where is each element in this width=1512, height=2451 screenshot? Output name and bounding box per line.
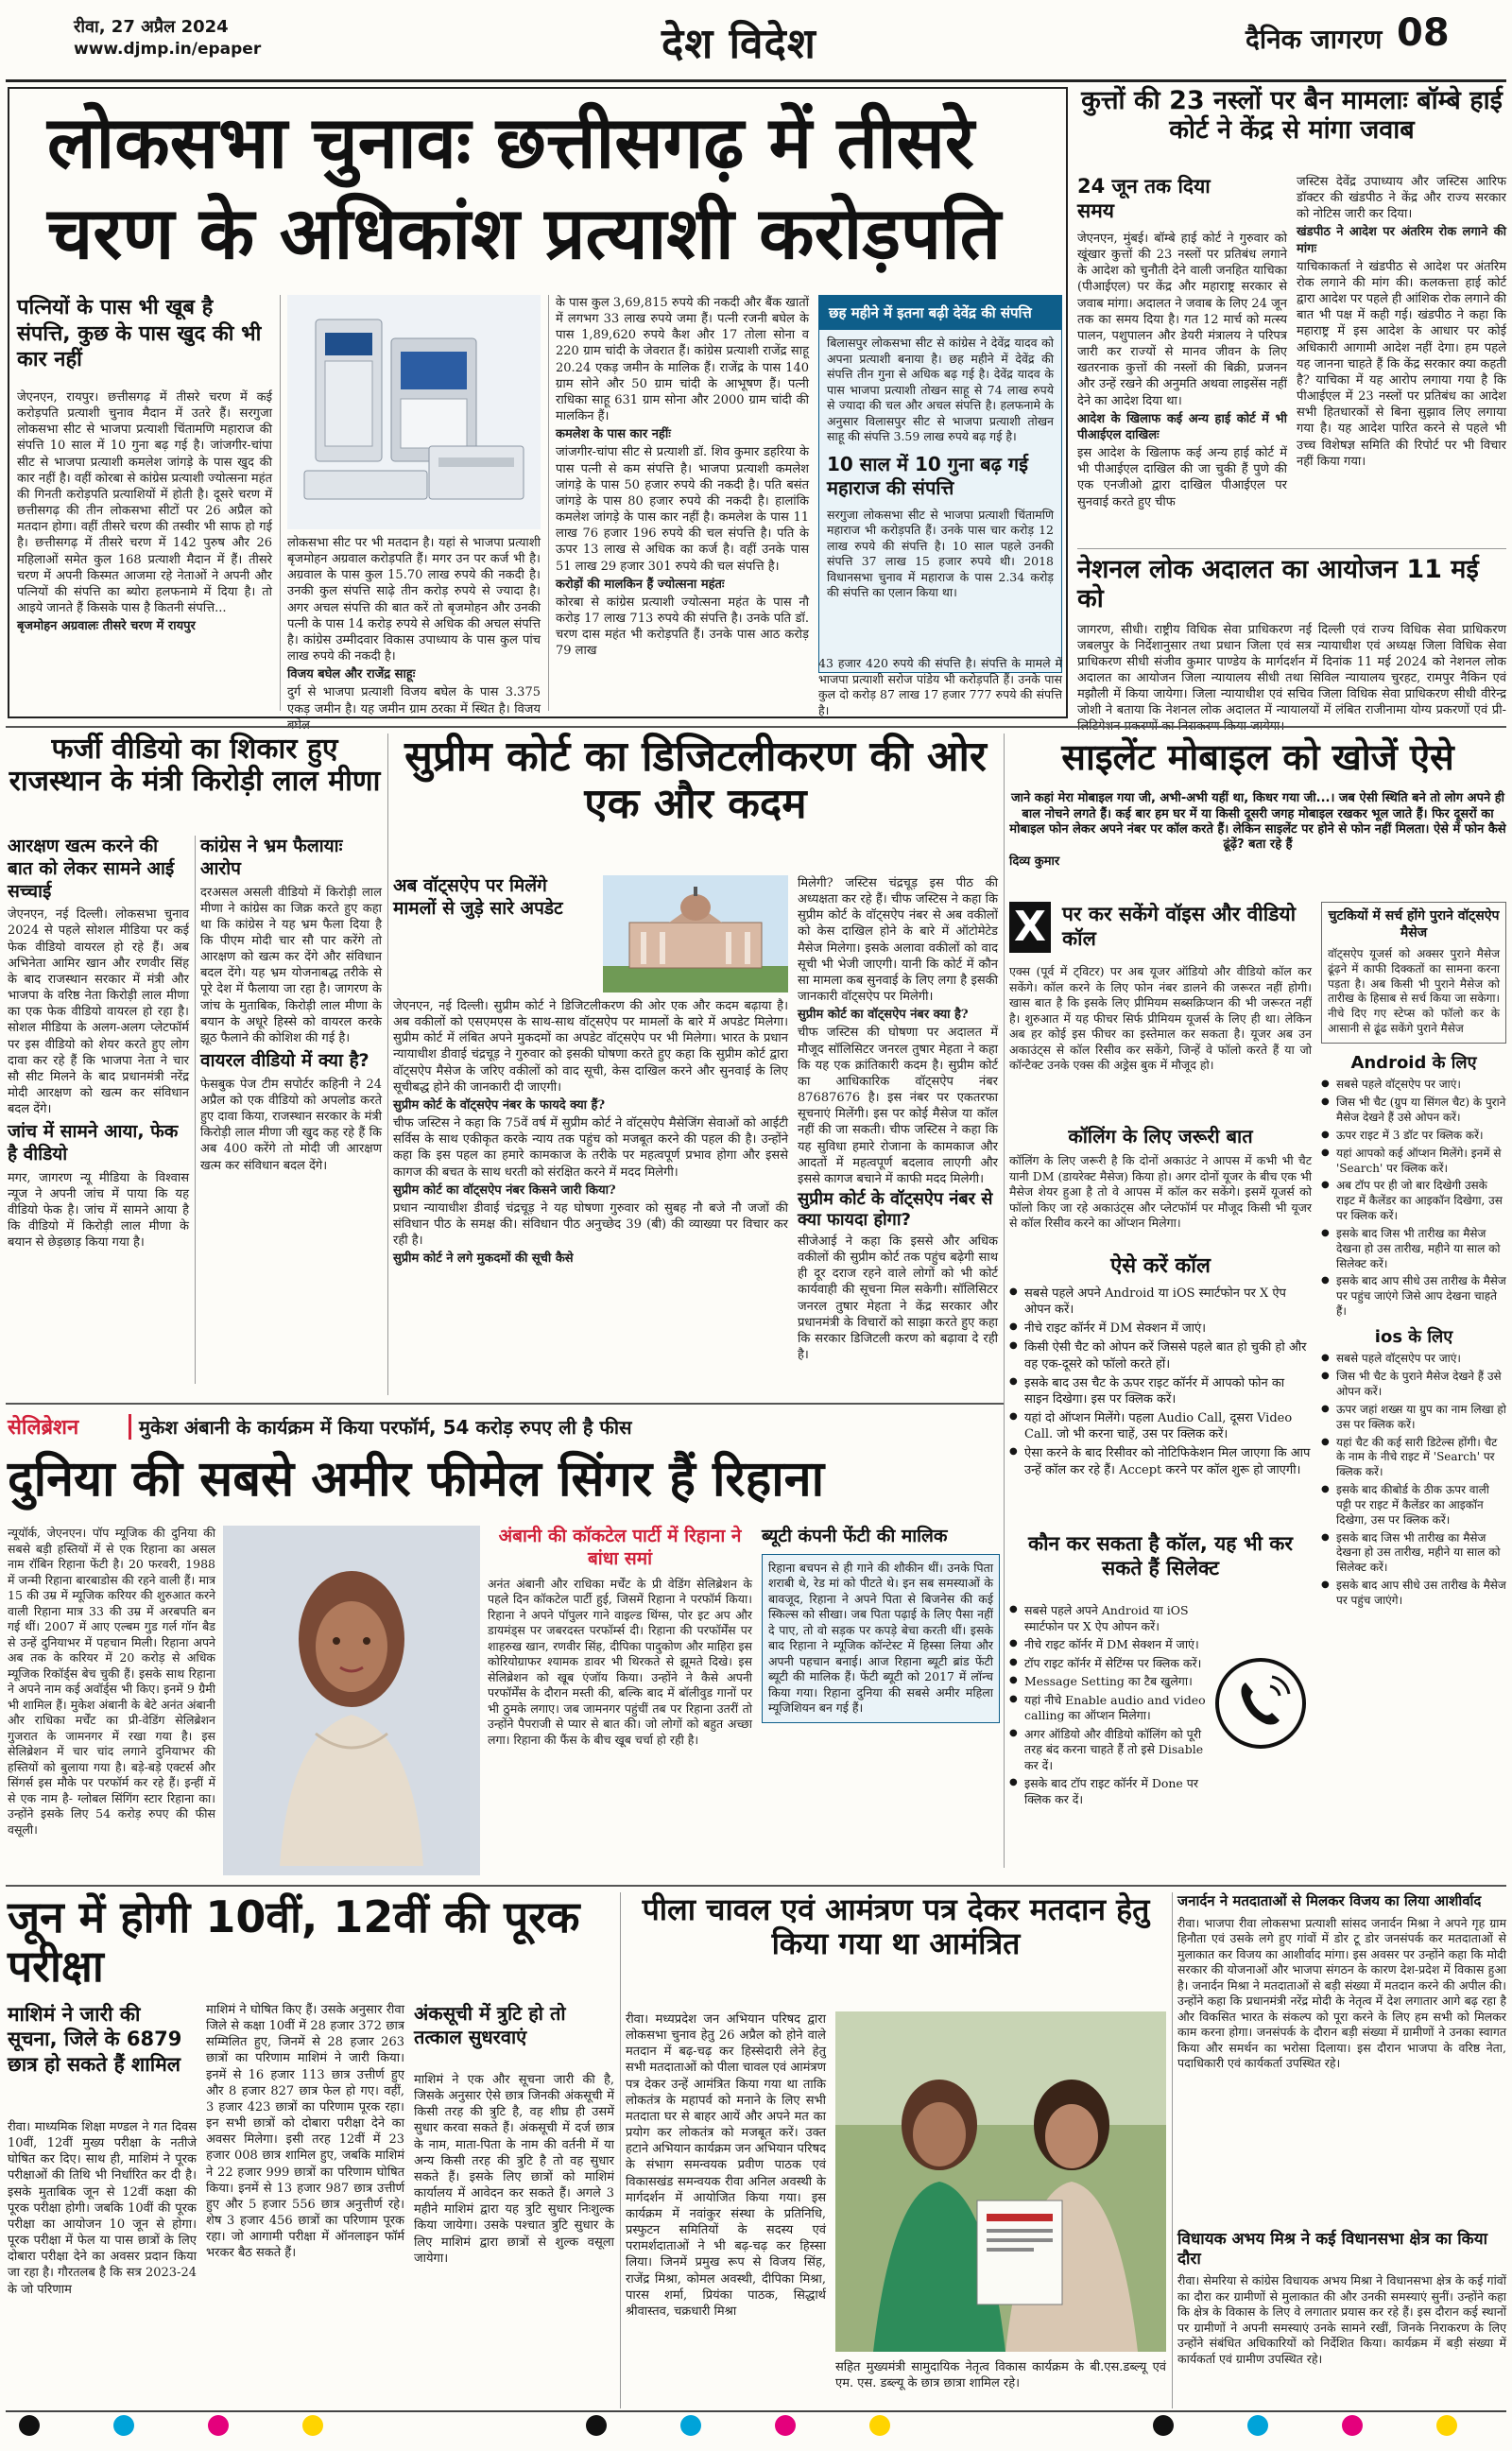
rice-caption: सहित मुख्यमंत्री सामुदायिक नेतृत्व विकास कार्यक्रम के बी.एस.डब्ल्यू एवं एम. एस. डब्ल्यू के छात्र छात्रा शामिल रहे। bbox=[835, 2360, 1166, 2391]
celeb-headline: दुनिया की सबसे अमीर फीमेल सिंगर हैं रिहाना bbox=[8, 1451, 825, 1508]
how-item: ● इसके बाद उस चैट के ऊपर राइट कॉर्नर में आपको फोन का साइन दिखेगा। इस पर क्लिक करें। bbox=[1009, 1375, 1312, 1407]
col-divider-sc-mobile bbox=[1004, 734, 1005, 1868]
janardan-text-2: रीवा। सेमरिया से कांग्रेस विधायक अभय मिश्रा ने विधानसभा क्षेत्र के कई गांवों का दौरा कर ग्रामीणों से मुलाकात की और उनकी समस्याएं सुनीं। उन्होंने कहा कि क्षेत्र के विकास के लिए वे लगातार प्रयास कर रहे हैं। इस दौरान कई स्थानों पर ग्रामीणों ने अपनी समस्याएं उनके सामने रखीं, जिनके निराकरण के लिए उन्होंने संबंधित अधिकारियों को निर्देशित किया। कार्यक्रम में बड़ी संख्या में कार्यकर्ता एवं ग्रामीण उपस्थित रहे। bbox=[1177, 2273, 1506, 2366]
sc-col-2-text: मिलेगी? जस्टिस चंद्रचूड़ इस पीठ की अध्यक्षता कर रहे हैं। चीफ जस्टिस ने कहा कि सुप्रीम कोर्ट के वॉट्सऐप नंबर से अब वकीलों को केस दाखिल होने के बारे में ऑटोमेटेड मैसेज मिलेगा। इसके अलावा वकीलों को वाद सूची भी भेजी जाएगी। यानी कि कोर्ट में कौन सा मामला कब सुनवाई के लिए लगा है इसकी जानकारी वॉट्सऐप पर मिलेगी। bbox=[798, 876, 998, 1005]
how-item: ● सबसे पहले अपने Android या iOS स्मार्टफोन पर X ऐप ओपन करें। bbox=[1009, 1286, 1312, 1318]
exam-col-3: माशिमं ने एक और सूचना जारी की है, जिसके अनुसार ऐसे छात्र जिनकी अंकसूची में किसी तरह की त्रुटि है, वह शीघ्र ही उसमें सुधार करवा सकते हैं। अंकसूची में दर्ज छात्र के नाम, माता-पिता के नाम की वर्तनी में या अन्य किसी तरह की त्रुटि है तो वह सुधार सकते हैं। इसके लिए छात्रों को माशिमं कार्यालय में आवेदन कर सकते हैं। अगले 3 महीने माशिमं द्वारा यह त्रुटि सुधार निःशुल्क किया जायेगा। उसके पश्चात त्रुटि सुधार के लिए माशिमं द्वारा छात्रों से शुल्क वसूला जायेगा। bbox=[414, 2073, 614, 2266]
mobile-story bbox=[1009, 734, 1506, 1873]
sc-sub-2: सुप्रीम कोर्ट के वॉट्सऐप नंबर के फायदे क्या हैं? bbox=[393, 1097, 606, 1113]
who-item: ● नीचे राइट कॉर्नर में DM सेक्शन में जाएं। bbox=[1009, 1637, 1208, 1653]
dogs-col-2-text: जस्टिस देवेंद्र उपाध्याय और जस्टिस आरिफ डॉक्टर की खंडपीठ ने केंद्र और राज्य सरकार को नोटिस जारी कर दिया। bbox=[1297, 175, 1506, 222]
lok-adalat-story bbox=[1077, 556, 1506, 718]
whatsapp-search-title: चुटकियों में सर्च होंगे पुराने वॉट्सऐप मैसेज bbox=[1328, 908, 1500, 941]
android-item: ● जिस भी चैट (ग्रुप या सिंगल चैट) के पुराने मैसेज देखने हैं उसे ओपन करें। bbox=[1321, 1096, 1506, 1126]
exam-subhead: माशिमं ने जारी की सूचना, जिले के 6879 छात्र हो सकते हैं शामिल bbox=[8, 2003, 182, 2076]
dogs-col-2 bbox=[1297, 174, 1506, 543]
rice-headline: पीला चावल एवं आमंत्रण पत्र देकर मतदान हेतु किया गया था आमंत्रित bbox=[642, 1891, 1150, 1962]
celeb-col-2-title: अंबानी की कॉकटेल पार्टी में रिहाना ने बांधा समां bbox=[498, 1526, 742, 1569]
devendra-box-sub: 10 साल में 10 गुना बढ़ गई महाराज की संपत्ति bbox=[827, 452, 1028, 499]
calling-title: कॉलिंग के लिए जरूरी बात bbox=[1068, 1125, 1253, 1148]
rajasthan-col-1-text: जेएनएन, नई दिल्ली। लोकसभा चुनाव 2024 से पहले सोशल मीडिया पर कई फेक वीडियो वायरल हो रहे हैं। अब अभिनेता आमिर खान और रणवीर सिंह के बाद राजस्थान सरकार में मंत्री और भाजपा के वरिष्ठ नेता किरोड़ी लाल मीणा का एक फेक वीडियो वायरल हो रहा है। सोशल मीडिया के अलग-अलग प्लेटफॉर्म पर इस वीडियो को शेयर करते हुए लोग दावा कर रहे हैं कि भाजपा नेता ने चार सौ सीट मिलने के बाद प्रधानमंत्री नरेंद्र मोदी आरक्षण को खत्म कर संविधान बदल देंगे। bbox=[8, 907, 189, 1117]
celeb-col-3-text: रिहाना बचपन से ही गाने की शौकीन थीं। उनके पिता शराबी थे, रेड मां को पीटते थे। इन सब समस्याओं के बावजूद, रिहाना ने अपने पिता से बिजनेस की कई स्किल्स को सीखा। जब पिता पढ़ाई के लिए पैसा नहीं दे पाए, तो वो सड़क पर कपड़े बेचा करती थीं। इसके बाद रिहाना ने म्यूजिक कॉन्टेस्ट में हिस्सा लिया और अपनी पहचान बनाई। आज रिहाना ब्यूटी ब्रांड फेंटी ब्यूटी की मालिक हैं। फेंटी ब्यूटी को 2017 में लॉन्च किया गया। रिहाना दुनिया की सबसे अमीर महिला म्यूजिशियन बन गई हैं। bbox=[762, 1554, 1000, 1723]
page-number: 08 bbox=[1397, 11, 1450, 55]
sc-headline: सुप्रीम कोर्ट का डिजिटलीकरण की ओर एक और कदम bbox=[404, 733, 987, 829]
rice-text: रीवा। मध्यप्रदेश जन अभियान परिषद द्वारा लोकसभा चुनाव हेतु 26 अप्रैल को होने वाले मतदान में बढ़-चढ़ कर हिस्सेदारी लेने हेतु सभी मतदाताओं को पीला चावल एवं आमंत्रण पत्र देकर उन्हें आमंत्रित किया गया था ताकि लोकतंत्र के महापर्व को मनाने के लिए सभी मतदाता घर से बाहर आयें और अपने मत का प्रयोग कर लोकतंत्र को मजबूत करें। उक्त हटाने अभियान कार्यक्रम जन अभियान परिषद के संभाग समन्वयक प्रवीण पाठक एवं विकासखंड समन्वयक रीवा अनिल अवस्थी के मार्गदर्शन में आयोजित किया गया। इस कार्यक्रम में नवांकुर संस्था के प्रतिनिधि, प्रस्फुटन समितियों के सदस्य एवं परामर्शदाताओं ने भी बढ़-चढ़ कर हिस्सा लिया। जिनमें प्रमुख रूप से विजय सिंह, राजेंद्र मिश्रा, कोमल अवस्थी, दीपिका मिश्रा, पारस शर्मा, प्रियंका पाठक, सिद्धार्थ श्रीवास्तव, चक्रधारी मिश्रा bbox=[626, 2012, 826, 2319]
lead-col-2-text: लोकसभा सीट पर भी मतदान है। यहां से भाजपा प्रत्याशी बृजमोहन अग्रवाल करोड़पति हैं। मगर उन पर कर्ज भी है। अग्रवाल के पास कुल 15.70 लाख रुपये की नकदी है। उनकी कुल संपत्ति साढ़े तीन करोड़ रुपये से ज्यादा है। अगर अचल संपत्ति की बात करें तो बृजमोहन और उनकी पत्नी के पास 14 करोड़ रुपये से अधिक की अचल संपत्ति है। कांग्रेस उम्मीदवार विकास उपाध्याय के पास कुल पांच लाख रुपये की नकदी है। bbox=[287, 536, 541, 665]
who-item: ● टॉप राइट कॉर्नर में सेटिंग्स पर क्लिक करें। bbox=[1009, 1656, 1208, 1672]
whatsapp-search-section bbox=[1321, 902, 1506, 1875]
masthead-rule bbox=[6, 79, 1506, 82]
col-divider-rajasthan-sc bbox=[387, 734, 388, 1395]
lead-col-2-sub: विजय बघेल और राजेंद्र साहूः bbox=[287, 667, 416, 682]
rajasthan-story bbox=[8, 734, 382, 1395]
ios-item: ● इसके बाद आप सीधे उस तारीख के मैसेज पर पहुंच जाएंगे। bbox=[1321, 1579, 1506, 1609]
lead-col-2 bbox=[287, 535, 541, 716]
x-call-text: एक्स (पूर्व में ट्विटर) पर अब यूजर ऑडियो और वीडियो कॉल कर सकेंगे। कॉल करने के लिए फोन नंबर डालने की जरूरत नहीं होगी। खास बात है कि इसके लिए प्रीमियम सब्सक्रिप्शन की भी जरूरत नहीं है। शुरुआत में यह फीचर सिर्फ प्रीमियम यूजर्स के लिए ही था। लेकिन अब हर कोई इस फीचर का इस्तेमाल कर सकता है। यूजर अब उन अकाउंट्स से कॉल रिसीव कर सकेंगे, जिन्हें वे फॉलो करते हैं या जो कॉन्टैक्ट उनके एक्स की अड्रेस बुक में मौजूद हो। bbox=[1009, 964, 1312, 1072]
registration-mark-icon bbox=[302, 2415, 323, 2436]
rihanna-photo bbox=[223, 1526, 480, 1875]
sc-col-1b: चीफ जस्टिस ने कहा कि 75वें वर्ष में सुप्रीम कोर्ट ने वॉट्सऐप मैसेजिंग सेवाओं को आईटी सर्विस के साथ एकीकृत करके न्याय तक पहुंच को मजबूत करने की पहल की है। उन्होंने कहा कि इस पहल का हमारे कामकाज के तरीके पर महत्वपूर्ण प्रभाव होगा और इससे कागज की बचत के साथ धरती को संरक्षित करने में मदद मिलेगी। bbox=[393, 1116, 788, 1180]
lead-story bbox=[8, 87, 1068, 718]
who-item: ● सबसे पहले अपने Android या iOS स्मार्टफोन पर X ऐप ओपन करें। bbox=[1009, 1603, 1208, 1634]
ios-item: ● इसके बाद जिस भी तारीख का मैसेज देखना हो उस तारीख, महीने या साल को सिलेक्ट करें। bbox=[1321, 1531, 1506, 1576]
celeb-col-3 bbox=[762, 1526, 1000, 1875]
mobile-headline: साइलेंट मोबाइल को खोजें ऐसे bbox=[1061, 736, 1454, 778]
rice-photo bbox=[835, 2011, 1166, 2352]
dogs-col-2-tail: याचिकाकर्ता ने खंडपीठ से आदेश पर अंतरिम रोक लगाने की मांग की। कलकत्ता हाई कोर्ट द्वारा आदेश पर पहले ही आंशिक रोक लगाने की बात भी पक्ष में कही गई। खंडपीठ ने कहा कि महाराष्ट्र में इस आदेश के आधार पर कोई अधिकारी आगामी आदेश नहीं देगा। हम पहले यह जानना चाहते हैं कि केंद्र सरकार क्या कहती है? याचिका में यह आरोप लगाया गया है कि पीआईएल में 23 नस्लों पर प्रतिबंध का आदेश सभी हितधारकों से बिना सुझाव लिए लगाया गया है। यह आदेश पारित करने से पहले भी उच्च विशेषज्ञ समिति की रिपोर्ट पर भी विचार नहीं किया गया। bbox=[1297, 259, 1506, 469]
exam-col-2: माशिमं ने घोषित किए हैं। उसके अनुसार रीवा जिले से कक्षा 10वीं में 28 हजार 372 छात्र सम्मिलित हुए, जिनमें से 28 हजार 263 छात्रों का परिणाम माशिमं ने जारी किया। इनमें से 16 हजार 113 छात्र उत्तीर्ण हुए और 8 हजार 827 छात्र फेल हो गए। वहीं, 3 हजार 423 छात्रों का परिणाम पूरक रहा। इन सभी छात्रों को दोबारा परीक्षा देने का अवसर मिलेगा। इसी तरह 12वीं में 23 हजार 008 छात्र शामिल हुए, जबकि माशिमं ने 22 हजार 999 छात्रों का परिणाम घोषित किया। इनमें से 13 हजार 987 छात्र उत्तीर्ण हुए और 5 हजार 556 छात्र अनुत्तीर्ण रहे। शेष 3 हजार 456 छात्रों का परिणाम पूरक रहा। जो आगामी परीक्षा में ऑनलाइन फॉर्म भरकर बैठ सकते हैं। bbox=[206, 2003, 404, 2261]
rajasthan-col-2 bbox=[200, 836, 382, 1393]
exam-subhead-2: अंकसूची में त्रुटि हो तो तत्काल सुधरवाएं bbox=[414, 2002, 566, 2048]
who-title: कौन कर सकता है कॉल, यह भी कर सकते हैं सिलेक्ट bbox=[1027, 1532, 1294, 1580]
row-1-rule bbox=[6, 726, 1506, 728]
android-list bbox=[1321, 1078, 1506, 1319]
rajasthan-sub-2: जांच में सामने आया, फेक है वीडियो bbox=[8, 1121, 179, 1165]
sc-col-1 bbox=[393, 998, 788, 1395]
who-item: ● अगर ऑडियो और वीडियो कॉलिंग को पूरी तरह बंद करना चाहते हैं तो इसे Disable कर दें। bbox=[1009, 1727, 1208, 1774]
paper-name: दैनिक जागरण bbox=[1246, 24, 1383, 55]
who-item: ● Message Setting का टैब खुलेगा। bbox=[1009, 1674, 1208, 1690]
devendra-box-text: बिलासपुर लोकसभा सीट से कांग्रेस ने देवेंद्र यादव को अपना प्रत्याशी बनाया है। छह महीने में देवेंद्र की संपत्ति तीन गुना से अधिक बढ़ गई है। देवेंद्र यादव के पास भाजपा प्रत्याशी तोखन साहू से 74 लाख रुपये से ज्यादा की चल और अचल संपत्ति है। हलफनामे के अनुसार विलासपुर सीट से भाजपा प्रत्याशी तोखन साहू की संपत्ति 3.59 लाख रुपये बढ़ गई है। bbox=[827, 336, 1054, 443]
registration-mark-icon bbox=[1247, 2415, 1268, 2436]
ios-list bbox=[1321, 1352, 1506, 1608]
x-call-section bbox=[1009, 902, 1312, 1875]
celeb-col-2-text: अनंत अंबानी और राधिका मर्चेंट के प्री वेडिंग सेलिब्रेशन के पहले दिन कॉकटेल पार्टी हुई, जिसमें रिहाना ने परफॉर्म किया। रिहाना ने अपने पॉपुलर गाने वाइल्ड थिंग्स, पोर इट अप और डायमंड्स पर जबरदस्त परफॉर्म्स दी। रिहाना की परफॉर्मेंस पर शाहरुख खान, रणवीर सिंह, दीपिका पादुकोण और माहिरा इस कोरियोग्राफर श्यामक डावर भी थिरकते से झूमते दिखे। इस सेलिब्रेशन को खूब एंजॉय किया। उन्होंने ने कैसे अपनी परफॉर्मेंस के दौरान मस्ती की, बल्कि बाद में बॉलीवुड गानों पर भी ठुमके लगाए। जब जामनगर पहुंचीं तब पर रिहाना उतरीं तो उन्होंने पैपराजी से प्यार से बात की। जो लोगों को बहुत अच्छा लगा। रिहाना की फैंस के बीच खूब चर्चा हो रही है। bbox=[488, 1576, 752, 1747]
dogs-col-1 bbox=[1077, 231, 1287, 543]
rajasthan-sub-4: वायरल वीडियो में क्या है? bbox=[200, 1050, 369, 1072]
android-title: Android के लिए bbox=[1350, 1052, 1477, 1073]
dogs-col-1-tail: इस आदेश के खिलाफ कई अन्य हाई कोर्ट में भी पीआईएल दाखिल की जा चुकी हैं पुणे की एक एनजीओ द्वारा दाखिल पीआईएल पर सुनवाई करते हुए चीफ bbox=[1077, 446, 1287, 509]
celeb-col-2 bbox=[488, 1526, 752, 1875]
registration-mark-icon bbox=[586, 2415, 607, 2436]
dogs-rule bbox=[1077, 548, 1506, 549]
how-item: ● यहां दो ऑप्शन मिलेंगे। पहला Audio Call, दूसरा Video Call. जो भी करना चाहें, उस पर क्लिक करें। bbox=[1009, 1410, 1312, 1442]
janardan-headline: जनार्दन ने मतदाताओं से मिलकर विजय का लिया आशीर्वाद bbox=[1177, 1892, 1482, 1909]
row-3-rule bbox=[6, 1885, 1506, 1887]
android-item: ● सबसे पहले वॉट्सऐप पर जाएं। bbox=[1321, 1078, 1506, 1093]
lead-headline-2: चरण के अधिकांश प्रत्याशी करोड़पति bbox=[47, 191, 1002, 275]
lead-col-3 bbox=[556, 295, 809, 713]
rajasthan-col-1-tail: मगर, जागरण न्यू मीडिया के विश्वास न्यूज ने अपनी जांच में पाया कि यह वीडियो फेक है। जांच में सामने आया है कि वीडियो में किरोड़ी लाल मीणा के बयान से छेड़छाड़ किया गया है। bbox=[8, 1170, 189, 1251]
android-item: ● यहां आपको कई ऑप्शन मिलेंगे। इनमें से 'Search' पर क्लिक करें। bbox=[1321, 1147, 1506, 1177]
lead-col-3-tail: जांजगीर-चांपा सीट से प्रत्याशी डॉ. शिव कुमार डहरिया के पास पत्नी से कम संपत्ति है। भाजपा प्रत्याशी कमलेश जांगड़े के पास 50 हजार रुपये की नकदी है। पति बसंत जांगड़े के पास 80 हजार रुपये की नकदी है। हालांकि कमलेश जांगड़े के पास कार नहीं है। कमलेश के पास 11 लाख 76 हजार 196 रुपये की चल संपत्ति है। पति के ऊपर 13 लाख से अधिक का कर्ज है। वहीं उनके पास 51 लाख 29 हजार 301 रुपये की चल संपत्ति है। bbox=[556, 445, 809, 574]
who-item: ● इसके बाद टॉप राइट कॉर्नर में Done पर क्लिक कर दें। bbox=[1009, 1776, 1208, 1807]
lead-subhead: पत्नियों के पास भी खूब है संपत्ति, कुछ के पास खुद की भी कार नहीं bbox=[17, 296, 262, 371]
ios-item: ● यहां चैट की कई सारी डिटेल्स होंगी। चैट के नाम के नीचे राइट में 'Search' पर क्लिक करें। bbox=[1321, 1436, 1506, 1480]
whatsapp-box bbox=[1321, 902, 1506, 1044]
x-logo-icon: X bbox=[1009, 902, 1051, 953]
phone-icon bbox=[1215, 1658, 1306, 1749]
sc-subhead: अब वॉट्सऐप पर मिलेंगे मामलों से जुड़े सारे अपडेट bbox=[393, 875, 563, 919]
exam-story bbox=[8, 1892, 614, 2408]
lead-col-2-tail: दुर्ग से भाजपा प्रत्याशी विजय बघेल के पास 3.375 एकड़ जमीन है। यह जमीन ग्राम ठरका में स्थित है। विजय bbox=[287, 685, 541, 716]
x-call-title: पर कर सकेंगे वॉइस और वीडियो कॉल bbox=[1062, 903, 1297, 951]
janardan-headline-2: विधायक अभय मिश्र ने कई विधानसभा क्षेत्र का किया दौरा bbox=[1177, 2229, 1487, 2269]
celeb-rule bbox=[6, 1403, 1004, 1405]
mobile-byline: दिव्य कुमार bbox=[1009, 854, 1060, 870]
rice-story bbox=[626, 1892, 1166, 2408]
dogs-col-2-sub: खंडपीठ ने आदेश पर अंतरिम रोक लगाने की मांगः bbox=[1297, 225, 1506, 256]
sc-sub-6: सुप्रीम कोर्ट के वॉट्सऐप नंबर से क्या फायदा होगा? bbox=[798, 1188, 993, 1231]
janardan-story bbox=[1177, 1892, 1506, 2408]
registration-mark-icon bbox=[19, 2415, 40, 2436]
dogs-headline: कुत्तों की 23 नस्लों पर बैन मामलाः बॉम्बे हाई कोर्ट ने केंद्र से मांगा जवाब bbox=[1081, 86, 1503, 145]
registration-mark-icon bbox=[1153, 2415, 1174, 2436]
lead-col-1 bbox=[17, 389, 272, 713]
sc-col-1c: प्रधान न्यायाधीश डीवाई चंद्रचूड़ ने यह घोषणा गुरुवार को सुबह नौ बजे नौ जजों की संविधान पीठ के समक्ष की। संविधान पीठ अनुच्छेद 39 (बी) की व्याख्या पर विचार कर रही है। bbox=[393, 1200, 788, 1249]
how-list bbox=[1009, 1286, 1312, 1481]
rajasthan-sub-1: आरक्षण खत्म करने की बात को लेकर सामने आई सच्चाई bbox=[8, 836, 175, 902]
lead-box-tail: 43 हजार 420 रुपये की संपत्ति है। संपत्ति के मामले में भाजपा प्रत्याशी सरोज पांडेय भी करोड़पति हैं। उनके पास कुल दो करोड़ 87 लाख 17 हजार 777 रुपये की संपत्ति है। bbox=[818, 656, 1062, 717]
lok-adalat-text: जागरण, सीधी। राष्ट्रीय विधिक सेवा प्राधिकरण नई दिल्ली एवं राज्य विधिक सेवा प्राधिकरण जबलपुर के निर्देशानुसार तथा प्रधान जिला एवं सत्र न्यायाधीश एवं अध्यक्ष जिला विधिक सेवा प्राधिकरण सीधी संजीव कुमार पाण्डेय के मार्गदर्शन में दिनांक 11 मई 2024 को नेशनल लोक अदालत का आयोजन जिला न्यायालय सीधी तथा सिविल न्यायालय चुरहट, रामपुर नैकिन एवं मझौली में किया जायेगा। जिला न्यायाधीश एवं सचिव जिला विधिक सेवा प्राधिकरण सीधी वीरेन्द्र जोशी ने बताया कि नेशनल लोक अदालत में न्यायालयों में लंबित राजीनामा योग्य प्रकरणों एवं प्री- bbox=[1077, 622, 1506, 718]
col-divider-exam-rice bbox=[620, 1892, 621, 2408]
evm-photo bbox=[287, 295, 541, 529]
celeb-kicker: मुकेश अंबानी के कार्यक्रम में किया परफॉर्म, 54 करोड़ रुपए ली है फीस bbox=[129, 1414, 998, 1440]
sc-col-2b: चीफ जस्टिस की घोषणा पर अदालत में मौजूद सॉलिसिटर जनरल तुषार मेहता ने कहा कि यह एक क्रांतिकारी कदम है। सुप्रीम कोर्ट का आधिकारिक वॉट्सऐप नंबर 87687676 है। इस नंबर पर एकतरफा सूचनाएं मिलेंगी। इस पर कोई मैसेज या कॉल नहीं की जा सकती। चीफ जस्टिस ने कहा कि यह सुविधा हमारे रोजाना के कामकाज और आदतों में महत्वपूर्ण बदलाव लाएगी और इससे कागज बचाने में काफी मदद मिलेगी। bbox=[798, 1026, 998, 1186]
dogs-story bbox=[1077, 87, 1506, 541]
mobile-intro: जाने कहां मेरा मोबाइल गया जी, अभी-अभी यहीं था, किधर गया जी...। जब ऐसी स्थिति बने तो लोग अपने ही बाल नोचने लगते हैं। कई बार हम घर में या किसी दूसरी जगह मोबाइल रखकर भूल जाते हैं। फिर दूसरों का मोबाइल फोन लेकर अपने नंबर पर कॉल करते हैं। लेकिन साइलेंट पर होने से फोन नहीं मिलता। ऐसे में फोन कैसे ढूंढ़ें? बता रहे हैं bbox=[1009, 791, 1506, 853]
how-item: ● किसी ऐसी चैट को ओपन करें जिससे पहले बात हो चुकी हो और वह एक-दूसरे को फॉलो करते हों। bbox=[1009, 1339, 1312, 1372]
lead-divider-1 bbox=[280, 295, 281, 711]
janardan-text: रीवा। भाजपा रीवा लोकसभा प्रत्याशी सांसद जनार्दन मिश्रा ने अपने गृह ग्राम हिनौता एवं उसके लगे हुए गांवों में डोर टू डोर जनसंपर्क कर मतदाताओं से मुलाकात कर विजय का आशीर्वाद मांगा। इस अवसर पर उन्होंने कहा कि मोदी सरकार की योजनाओं और भाजपा संगठन के कारण देश-प्रदेश में विकास हुआ है। जनार्दन मिश्रा ने मतदाताओं से बड़ी संख्या में मतदान करने की अपील की। उन्होंने कहा कि प्रधानमंत्री नरेंद्र मोदी के नेतृत्व में देश लगातार आगे बढ़ रहा है और विकसित भारत के संकल्प को पूरा करने के लिए हम सभी को मिलकर काम करना होगा। जनसंपर्क के दौरान बड़ी संख्या में ग्रामीणों ने उनका स्वागत किया और समर्थन का भरोसा दिलाया। इस दौरान भाजपा के वरिष्ठ नेता, पदाधिकारी एवं कार्यकर्ता उपस्थित रहे। bbox=[1177, 1915, 1506, 2071]
whatsapp-search-text: वॉट्सऐप यूजर्स को अक्सर पुराने मैसेज ढूंढ़ने में काफी दिक्कतों का सामना करना पड़ता है। अब किसी भी पुराने मैसेज को तारीख के हिसाब से सर्च किया जा सकेगा। नीचे दिए गए स्टेप्स को फॉलो कर के आसानी से ढूंढ सकेंगे पुराने मैसेज bbox=[1328, 947, 1500, 1036]
ios-item: ● ऊपर जहां शख्स या ग्रुप का नाम लिखा हो उस पर क्लिक करें। bbox=[1321, 1403, 1506, 1433]
rajasthan-col-1 bbox=[8, 836, 189, 1393]
dogs-subhead: 24 जून तक दिया समय bbox=[1077, 175, 1211, 223]
android-item: ● अब टॉप पर ही जो बार दिखेगी उसके राइट में कैलेंडर का आइकॉन दिखेगा, उस पर क्लिक करें। bbox=[1321, 1179, 1506, 1223]
lok-adalat-headline: नेशनल लोक अदालत का आयोजन 11 मई को bbox=[1077, 555, 1479, 613]
lead-col-1-text: जेएनएन, रायपुर। छत्तीसगढ़ में तीसरे चरण में कई करोड़पति प्रत्याशी चुनाव मैदान में उतरे हैं। सरगुजा लोकसभा सीट से भाजपा प्रत्याशी चिंतामणि महाराज की संपत्ति 10 साल में 10 गुना बढ़ गई है। जांजगीर-चांपा सीट से भाजपा प्रत्याशी कमलेश जांगड़े के पास खुद की कार नहीं है। वहीं कोरबा से कांग्रेस प्रत्याशी ज्योत्सना महंत की गिनती करोड़पति प्रत्याशियों में होती है। दूसरे चरण में छत्तीसगढ़ की तीन लोकसभा सीटों पर 26 अप्रैल को मतदान होगा। वहीं तीसरे चरण की तस्वीर भी साफ हो गई है। छत्तीसगढ़ में तीसरे चरण में 142 पुरुष और 26 महिलाओं समेत कुल 168 प्रत्याशी मैदान में हैं। तीसरे चरण में अपनी किस्मत आजमा रहे नेताओं ने अपनी और पत्नियों की संपत्ति का ब्योरा हलफनामे में दिया है। तो आइये जानते हैं किसके पास है कितनी संपत्ति... bbox=[17, 390, 272, 616]
android-item: ● ऊपर राइट में 3 डॉट पर क्लिक करें। bbox=[1321, 1129, 1506, 1144]
section-title: देश विदेश bbox=[662, 20, 816, 68]
footer-rule bbox=[6, 2410, 1506, 2412]
android-item: ● इसके बाद जिस भी तारीख का मैसेज देखना हो उस तारीख, महीने या साल को सिलेक्ट करें। bbox=[1321, 1227, 1506, 1271]
ios-title: ios के लिए bbox=[1374, 1326, 1453, 1347]
lead-col-1-tail: बृजमोहन अग्रवालः तीसरे चरण में रायपुर bbox=[17, 619, 196, 634]
ios-item: ● जिस भी चैट के पुराने मैसेज देखने हैं उसे ओपन करें। bbox=[1321, 1370, 1506, 1400]
ios-item: ● सबसे पहले वॉट्सऐप पर जाएं। bbox=[1321, 1352, 1506, 1367]
rajasthan-sub-3: कांग्रेस ने भ्रम फैलायाः आरोप bbox=[200, 836, 343, 879]
lead-col-3-tail2: कोरबा से कांग्रेस प्रत्याशी ज्योत्सना महंत के पास नौ करोड़ 17 लाख 713 रुपये की संपत्ति है। उनके पति डॉ. चरण दास महंत भी करोड़पति हैं। उनके पास आठ करोड़ 79 लाख bbox=[556, 595, 809, 659]
devendra-box-title: छह महीने में इतना बढ़ी देवेंद्र की संपत्ति bbox=[819, 296, 1061, 330]
registration-mark-icon bbox=[1436, 2415, 1457, 2436]
android-item: ● इसके बाद आप सीधे उस तारीख के मैसेज पर पहुंच जाएंगे जिसे आप देखना चाहते हैं। bbox=[1321, 1274, 1506, 1319]
registration-mark-icon bbox=[869, 2415, 890, 2436]
masthead-date: रीवा, 27 अप्रैल 2024 bbox=[74, 17, 229, 37]
col-divider-rice-janardan bbox=[1172, 1892, 1173, 2408]
registration-mark-icon bbox=[208, 2415, 229, 2436]
lead-headline-1: लोकसभा चुनावः छत्तीसगढ़ में तीसरे bbox=[47, 100, 974, 184]
celeb-col-1: न्यूयॉर्क, जेएनएन। पॉप म्यूजिक की दुनिया की सबसे बड़ी हस्तियों में से एक रिहाना का असल नाम रॉबिन रिहाना फेंटी है। 20 फरवरी, 1988 में जन्मी रिहाना बारबाडोस की रहने वाली हैं। मात्र 15 की उम्र में म्यूजिक करियर की शुरुआत करने वाली रिहाना मात्र 33 की उम्र में अरबपति बन गई थीं। 2007 में आए एल्बम गुड गर्ल गॉन बैड से उन्हें दुनियाभर में पहचान मिली। रिहाना अपने अब तक के करियर में 20 करोड़ से अधिक म्यूजिक रिकॉर्ड्स बेच चुकी हैं। इसके साथ रिहाना ने अपने नाम कई अवॉर्ड्स भी किए। इनमें 9 ग्रैमी भी शामिल हैं। मुकेश अंबानी के बेटे अनंत अंबानी और राधिका मर्चेंट का प्री-वेडिंग सेलिब्रेशन गुजरात के जामनगर में रखा गया है। इस सेलिब्रेशन में चार चांद लगाने दुनियाभर की हस्तियों को बुलाया गया है। बड़े-बड़े एक्टर्स और सिंगर्स इस मौके पर परफॉर्म कर रहे हैं। इन्हीं में से एक नाम है- ग्लोबल सिंगिंग स्टार रिहाना का। उन्होंने इसके लिए 54 करोड़ रुपए की फीस वसूली। bbox=[8, 1526, 215, 1837]
exam-col-1: रीवा। माध्यमिक शिक्षा मण्डल ने गत दिवस 10वीं, 12वीं मुख्य परीक्षा के नतीजे घोषित कर दिए। साथ ही, माशिमं ने पूरक परीक्षाओं की तिथि भी निर्धारित कर दी है। इसके मुताबिक जून से 12वीं कक्षा की पूरक परीक्षा होगी। जबकि 10वीं की पूरक परीक्षा का आयोजन 10 जून से होगा। पूरक परीक्षा में फेल या पास छात्रों के लिए दोबारा परीक्षा देने का अवसर प्रदान किया जा रहा है। गौरतलब है कि सत्र 2023-24 के जो परिणाम bbox=[8, 2120, 197, 2297]
supreme-court-photo bbox=[603, 875, 788, 992]
celeb-tag: सेलिब्रेशन bbox=[8, 1416, 79, 1440]
sc-story bbox=[393, 734, 998, 1395]
sc-col-2c: सीजेआई ने कहा कि इससे और अधिक वकीलों की सुप्रीम कोर्ट तक पहुंच बढ़ेगी साथ ही दूर दराज रहने वाले लोगों को भी कोर्ट कार्यवाही की सूचना मिल सकेगी। सॉलिसिटर जनरल तुषार मेहता ने केंद्र सरकार और प्रधानमंत्री के विचारों को साझा करते हुए कहा कि सरकार डिजिटली करण को बढ़ावा दे रही है। bbox=[798, 1234, 998, 1363]
sc-sub-4: सुप्रीम कोर्ट ने लगे मुकदमों की सूची कैसे bbox=[393, 1251, 574, 1267]
dogs-col-1-sub: आदेश के खिलाफ कई अन्य हाई कोर्ट में भी पीआईएल दाखिलः bbox=[1077, 411, 1287, 442]
sc-sub-3: सुप्रीम कोर्ट का वॉट्सऐप नंबर किसने जारी किया? bbox=[393, 1182, 616, 1198]
rajasthan-divider bbox=[195, 836, 196, 1384]
sc-sub-5: सुप्रीम कोर्ट का वॉट्सऐप नंबर क्या है? bbox=[798, 1008, 969, 1023]
calling-text: कॉलिंग के लिए जरूरी है कि दोनों अकाउंट ने आपस में कभी भी चैट यानी DM (डायरेक्ट मैसेज) किया हो। अगर दोनों यूजर के बीच एक भी मैसेज शेयर हुआ है तो वे आपस में कॉल कर सकेंगे। इसमें यूजर्स को फॉलो किए जा रहे अकाउंट्स और प्लेटफॉर्म पर मौजूद किसी भी यूजर से कॉल रिसीव करने का ऑप्शन मिलेगा। bbox=[1009, 1153, 1312, 1230]
how-item: ● ऐसा करने के बाद रिसीवर को नोटिफिकेशन मिल जाएगा कि आप उन्हें कॉल कर रहे हैं। Accept करने पर कॉल शुरू हो जाएगी। bbox=[1009, 1445, 1312, 1477]
lead-col-3-sub2: करोड़ों की मालकिन हैं ज्योत्सना महंतः bbox=[556, 577, 725, 592]
rajasthan-col-2-text: दरअसल असली वीडियो में किरोड़ी लाल मीणा ने कांग्रेस का जिक्र करते हुए कहा था कि कांग्रेस ने यह भ्रम फैला दिया है कि पीएम मोदी चार सौ पार करेंगे तो आरक्षण को खत्म कर देंगे और संविधान बदल देंगे। यह भ्रम योजनाबद्ध तरीके से पूरे देश में फैलाया जा रहा है। जागरण के जांच के मुताबिक, किरोड़ी लाल मीणा के बयान के अधूरे हिस्से को वायरल करके झूठ फैलाने की कोशिश की गई है। bbox=[200, 885, 382, 1045]
how-item: ● नीचे राइट कॉर्नर में DM सेक्शन में जाएं। bbox=[1009, 1320, 1312, 1337]
masthead bbox=[0, 0, 1512, 83]
registration-mark-icon bbox=[775, 2415, 796, 2436]
sc-col-2 bbox=[798, 875, 998, 1395]
rajasthan-col-2-tail: फेसबुक पेज टीम सपोर्टर कहिनी ने 24 अप्रैल को एक वीडियो को अपलोड करते हुए दावा किया, राजस्थान सरकार के मंत्री किरोड़ी लाल मीणा जी खुद कह रहे हैं कि अब 400 करेंगे तो मोदी जी आरक्षण खत्म कर संविधान बदल देंगे। bbox=[200, 1077, 382, 1173]
celeb-col-3-title: ब्यूटी कंपनी फेंटी की मालिक bbox=[762, 1526, 948, 1546]
devendra-box-text-2: सरगुजा लोकसभा सीट से भाजपा प्रत्याशी चिंतामणि महाराज भी करोड़पति हैं। उनके पास चार करोड़ 12 लाख रुपये की संपत्ति है। 10 साल पहले उनकी संपत्ति 37 लाख 15 हजार रुपये थी। 2018 विधानसभा चुनाव में महाराज के पास 2.34 करोड़ की संपत्ति का एलान किया था। bbox=[827, 507, 1054, 599]
ios-item: ● इसके बाद कीबोर्ड के ठीक ऊपर वाली पट्टी पर राइट में कैलेंडर का आइकॉन दिखेगा, उस पर क्लिक करें। bbox=[1321, 1483, 1506, 1528]
who-item: ● यहां नीचे Enable audio and video calling का ऑप्शन मिलेगा। bbox=[1009, 1693, 1208, 1724]
celeb-story bbox=[8, 1408, 1000, 1881]
registration-mark-icon bbox=[1342, 2415, 1363, 2436]
how-title: ऐसे करें कॉल bbox=[1110, 1254, 1211, 1278]
who-list bbox=[1009, 1603, 1208, 1810]
masthead-url: www.djmp.in/epaper bbox=[74, 40, 262, 59]
dogs-col-1-text: जेएनएन, मुंबई। बॉम्बे हाई कोर्ट ने गुरुवार को खूंखार कुत्तों की 23 नस्लों पर प्रतिबंध लगाने के आदेश को चुनौती देने वाली जनहित याचिका (पीआईएल) पर केंद्र और महाराष्ट्र सरकार से जवाब मांगा। अदालत ने जवाब के लिए 24 जून तक का समय दिया है। गत 12 मार्च को मत्स्य पालन, पशुपालन और डेयरी मंत्रालय ने परिपत्र जारी कर राज्यों से मानव जीवन के लिए खतरनाक कुत्तों की नस्लों की बिक्री, प्रजनन और उन्हें रखने की अनुमति अथवा लाइसेंस नहीं देने का आदेश दिया था। bbox=[1077, 232, 1287, 408]
lead-col-3-sub: कमलेश के पास कार नहींः bbox=[556, 427, 671, 442]
lead-col-3-text: के पास कुल 3,69,815 रुपये की नकदी और बैंक खातों में लगभग 33 लाख रुपये जमा हैं। पत्नी रजनी बघेल के पास 1,89,620 रुपये कैश और 17 तोला सोना व 220 ग्राम चांदी के जेवरात हैं। कांग्रेस प्रत्याशी राजेंद्र साहू 20.24 एकड़ जमीन के मालिक हैं। राजेंद्र के पास 140 ग्राम सोने और 50 ग्राम चांदी के आभूषण हैं। पत्नी राधिका साहू 631 ग्राम सोना और 2000 ग्राम चांदी की मालकिन हैं। bbox=[556, 296, 809, 424]
devendra-box bbox=[818, 295, 1062, 673]
sc-col-1-text: जेएनएन, नई दिल्ली। सुप्रीम कोर्ट ने डिजिटलीकरण की ओर एक और कदम बढ़ाया है। अब वकीलों को एसएमएस के साथ-साथ वॉट्सऐप पर मामलों के बारे में अपडेट मिलेगा। सुप्रीम कोर्ट में लंबित अपने मुकदमों का अपडेट वॉट्सऐप पर भी मिलेगा। भारत के प्रधान न्यायाधीश डीवाई चंद्रचूड़ ने गुरुवार को इसकी घोषणा करते हुए कहा कि सुप्रीम कोर्ट द्वारा वॉट्सऐप मैसेज के जरिए वकीलों को वाद सूची, केस दाखिल करने और सुनवाई के लिए सूचीबद्ध होने की जानकारी दी जाएगी। bbox=[393, 999, 788, 1095]
exam-headline: जून में होगी 10वीं, 12वीं की पूरक परीक्षा bbox=[8, 1891, 580, 1993]
registration-mark-icon bbox=[113, 2415, 134, 2436]
rajasthan-headline: फर्जी वीडियो का शिकार हुए राजस्थान के मंत्री किरोड़ी लाल मीणा bbox=[9, 733, 381, 799]
registration-mark-icon bbox=[680, 2415, 701, 2436]
lead-divider-2 bbox=[548, 295, 549, 711]
